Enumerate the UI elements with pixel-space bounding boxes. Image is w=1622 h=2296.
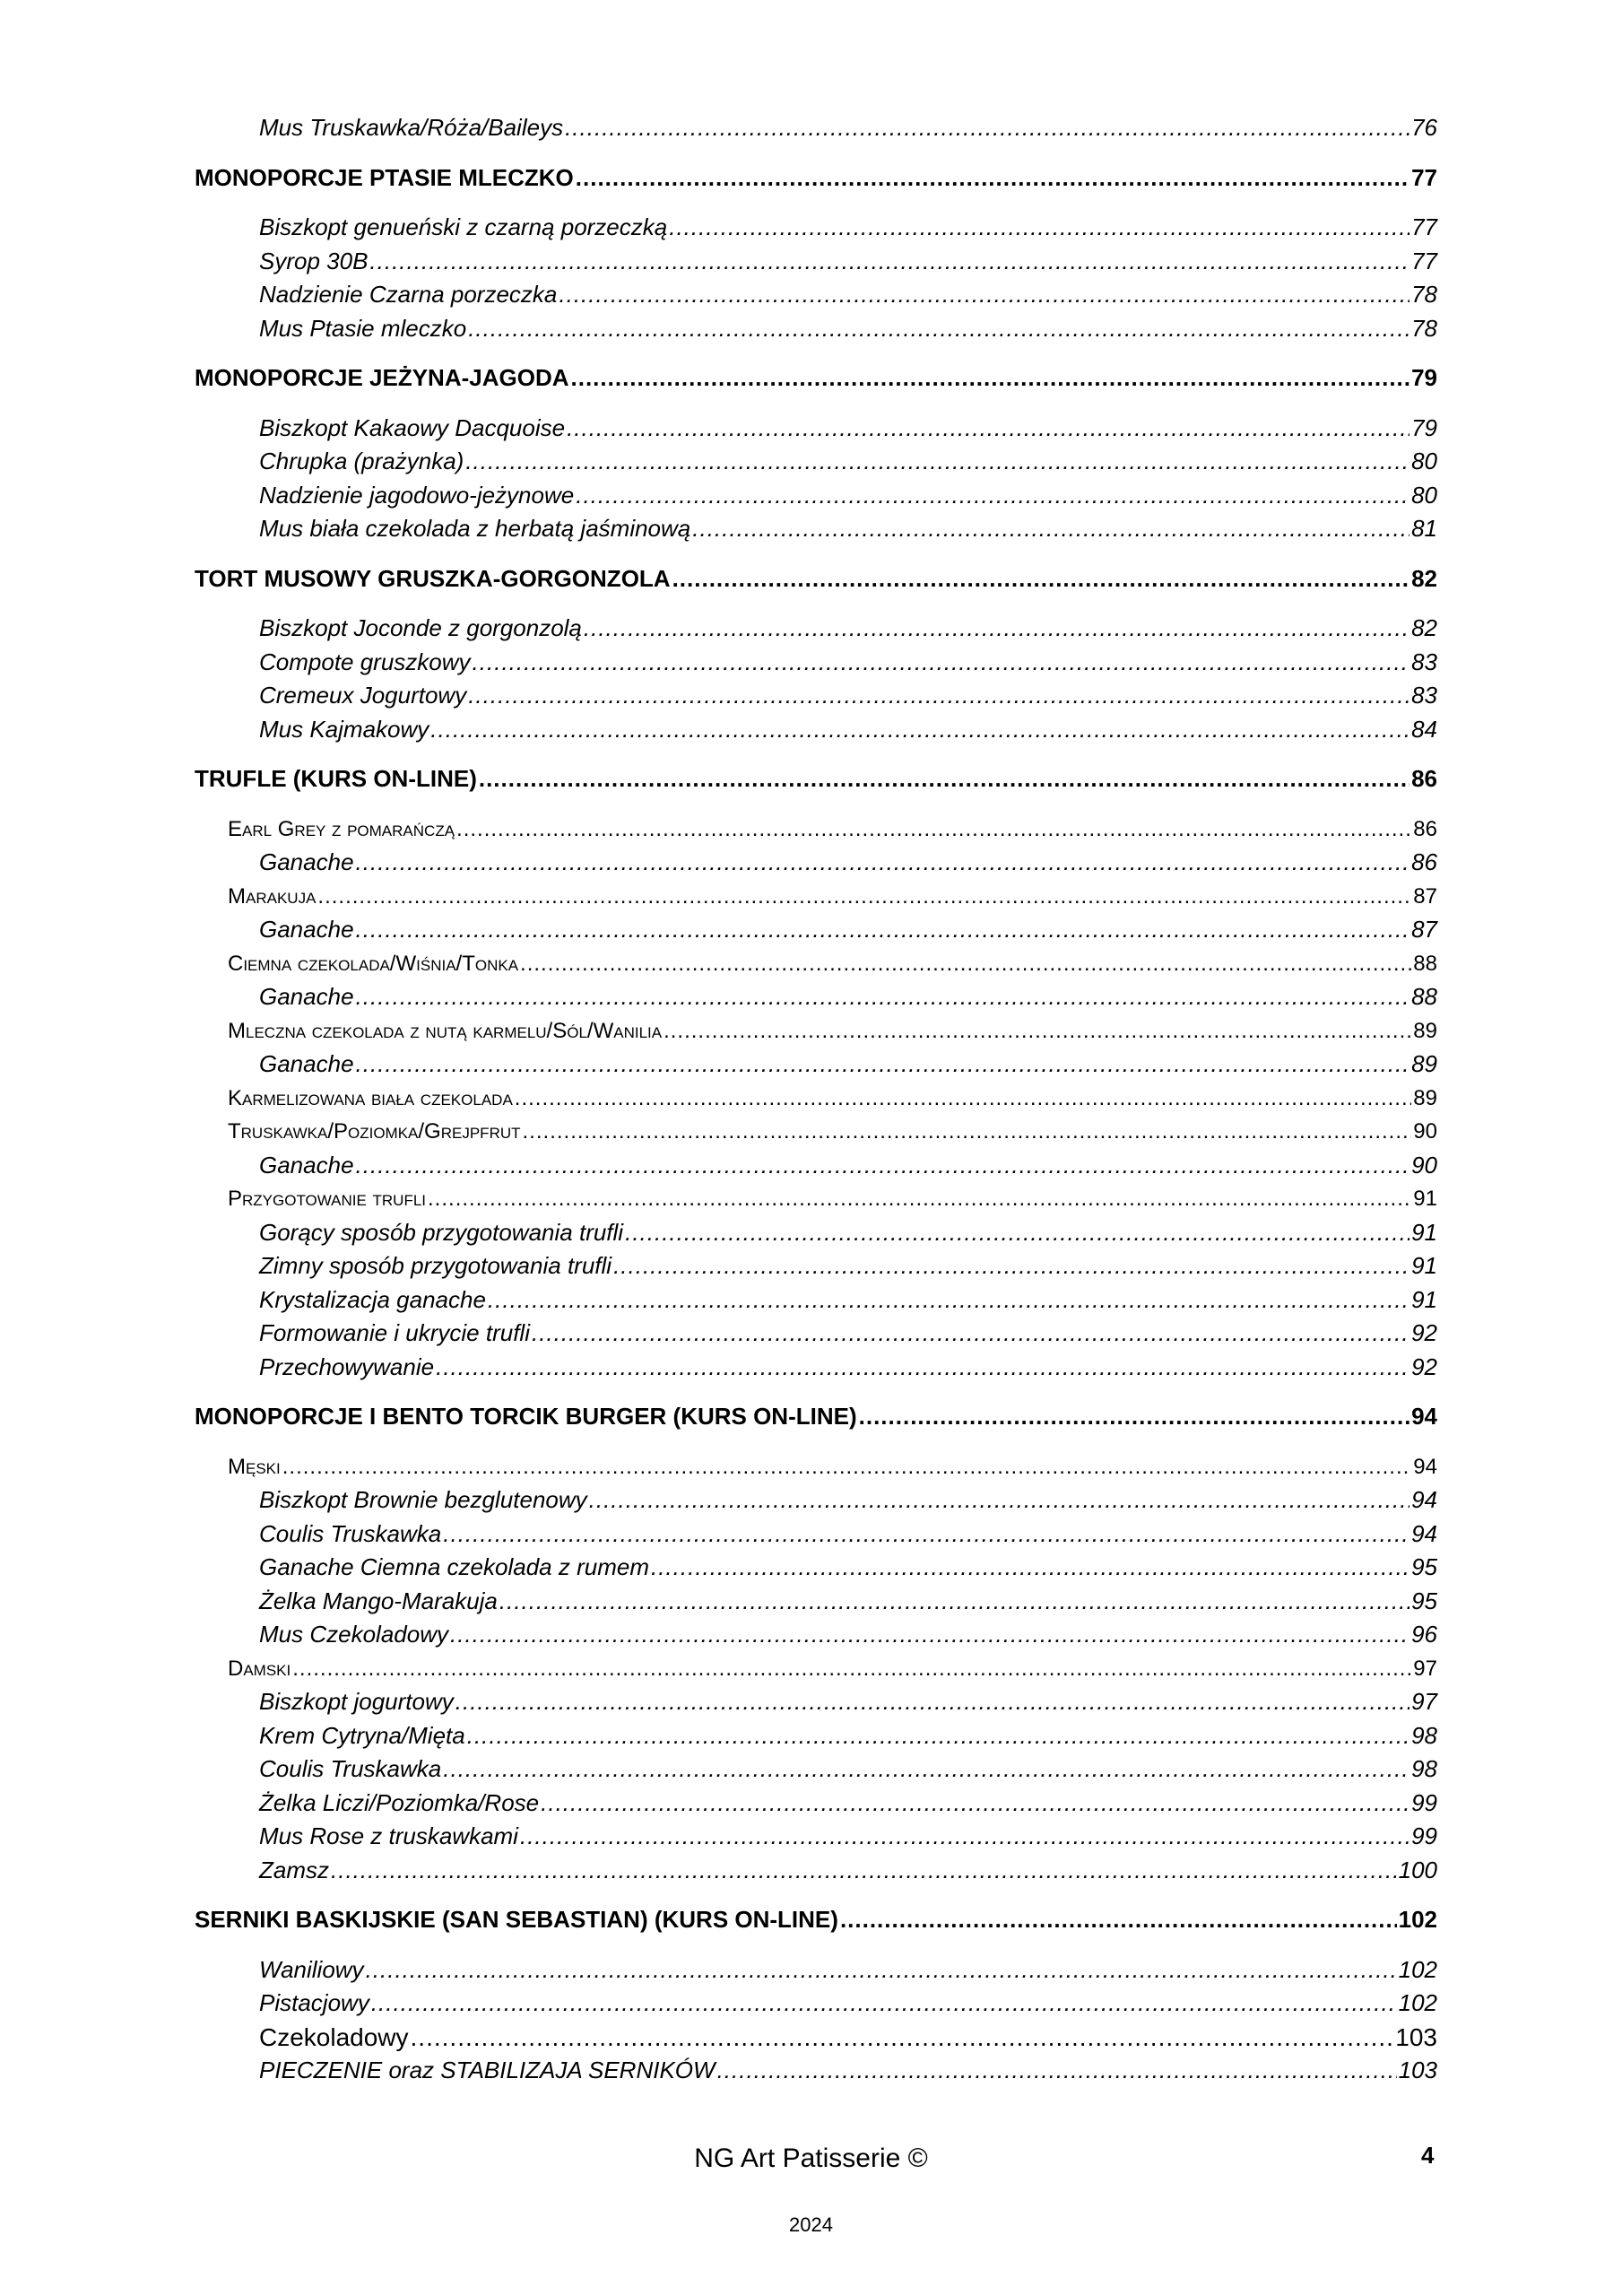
toc-entry-page: 91 (1411, 1252, 1437, 1279)
toc-entry[interactable] (195, 1987, 1437, 2021)
toc-entry[interactable] (195, 1450, 1437, 1484)
dot-leader (859, 1400, 1409, 1434)
toc-entry[interactable] (195, 1820, 1437, 1854)
dot-leader (532, 1317, 1409, 1351)
toc-entry[interactable] (195, 1953, 1437, 1987)
dot-leader (541, 1787, 1409, 1821)
dot-leader (515, 1082, 1412, 1116)
toc-entry-title: Zimny sposób przygotowania trufli (259, 1252, 612, 1279)
toc-entry[interactable] (195, 1149, 1437, 1183)
toc-entry-title: Ganache (259, 848, 354, 875)
toc-entry-title: PIECZENIE oraz STABILIZAJA SERNIKÓW (259, 2057, 716, 2083)
dot-leader (467, 1719, 1409, 1753)
toc-entry-title: TRUFLE (KURS ON-LINE) (195, 765, 477, 792)
toc-entry-page: 87 (1413, 883, 1437, 909)
toc-entry-title: Zamsz (259, 1856, 329, 1883)
toc-entry[interactable] (195, 2021, 1437, 2055)
toc-entry-title: Damski (228, 1656, 291, 1681)
toc-entry[interactable] (195, 1787, 1437, 1821)
toc-entry-page: 83 (1411, 648, 1437, 675)
dot-leader (369, 245, 1409, 279)
toc-entry[interactable] (195, 1216, 1437, 1250)
footer-title: NG Art Patisserie © (694, 2144, 928, 2173)
toc-entry-page: 76 (1411, 114, 1437, 141)
toc-entry-page: 100 (1398, 1856, 1437, 1883)
toc-entry-title: Mus Truskawka/Róża/Baileys (259, 114, 564, 141)
toc-entry-title: Compote gruszkowy (259, 648, 471, 675)
toc-entry[interactable] (195, 1685, 1437, 1719)
toc-entry[interactable] (195, 1115, 1437, 1149)
toc-chapter[interactable] (195, 562, 1437, 596)
dot-leader (282, 1450, 1412, 1484)
page-number: 4 (1421, 2142, 1435, 2169)
toc-entry-title: Ciemna czekolada/Wiśnia/Tonka (228, 951, 519, 976)
toc-entry-title: Marakuja (228, 883, 317, 909)
toc-entry-page: 103 (1395, 2022, 1437, 2051)
toc-entry-page: 77 (1411, 247, 1437, 274)
toc-entry-page: 90 (1413, 1119, 1437, 1144)
toc-entry-title: Formowanie i ukrycie trufli (259, 1319, 530, 1346)
toc-entry-page: 99 (1411, 1822, 1437, 1849)
toc-entry-page: 103 (1398, 2057, 1437, 2083)
toc-entry-title: Biszkopt Joconde z gorgonzolą (259, 614, 582, 641)
toc-entry-title: Biszkopt jogurtowy (259, 1688, 454, 1715)
toc-entry[interactable] (195, 278, 1437, 312)
toc-entry-page: 90 (1411, 1151, 1437, 1178)
toc-entry[interactable] (195, 1551, 1437, 1585)
toc-entry-title: TORT MUSOWY GRUSZKA-GORGONZOLA (195, 564, 671, 592)
toc-entry-page: 84 (1411, 715, 1437, 743)
toc-entry[interactable] (195, 1082, 1437, 1116)
toc-entry-title: Coulis Truskawka (259, 1755, 442, 1782)
dot-leader (669, 211, 1409, 245)
toc-entry-title: Biszkopt Kakaowy Dacquoise (259, 413, 566, 441)
toc-entry[interactable] (195, 880, 1437, 914)
toc-entry[interactable] (195, 211, 1437, 245)
toc-entry-title: Żelka Mango-Marakuja (259, 1587, 498, 1614)
toc-entry-title: Gorący sposób przygotowania trufli (259, 1218, 624, 1246)
toc-entry[interactable] (195, 713, 1437, 747)
toc-entry-page: 98 (1411, 1721, 1437, 1749)
dot-leader (430, 713, 1409, 747)
dot-leader (625, 1216, 1409, 1250)
toc-entry[interactable] (195, 2054, 1437, 2088)
dot-leader (717, 2054, 1397, 2088)
dot-leader (488, 1283, 1409, 1318)
dot-leader (428, 1182, 1411, 1216)
dot-leader (443, 1752, 1409, 1787)
dot-leader (456, 813, 1411, 847)
dot-leader (584, 612, 1409, 646)
toc-entry[interactable] (195, 980, 1437, 1014)
toc-chapter[interactable] (195, 762, 1437, 796)
dot-leader (292, 1652, 1411, 1686)
toc-entry-page: 102 (1398, 1906, 1437, 1933)
toc-chapter[interactable] (195, 161, 1437, 196)
toc-entry-title: Mus Ptasie mleczko (259, 314, 467, 342)
dot-leader (443, 1518, 1409, 1552)
dot-leader (473, 646, 1410, 680)
dot-leader (576, 161, 1409, 196)
toc-entry-page: 102 (1398, 1955, 1437, 1983)
toc-entry-title: Mus biała czekolada z herbatą jaśminową (259, 515, 691, 542)
dot-leader (840, 1903, 1397, 1937)
toc-entry-title: Krem Cytryna/Mięta (259, 1721, 465, 1749)
toc-entry-title: Mus Czekoladowy (259, 1621, 448, 1648)
toc-chapter[interactable] (195, 1903, 1437, 1937)
toc-entry[interactable] (195, 1351, 1437, 1385)
dot-leader (356, 1149, 1410, 1183)
dot-leader (356, 846, 1410, 880)
dot-leader (356, 913, 1410, 947)
toc-entry-page: 95 (1411, 1587, 1437, 1614)
dot-leader (450, 1618, 1409, 1652)
toc-entry-page: 89 (1411, 1050, 1437, 1077)
toc-chapter[interactable] (195, 361, 1437, 396)
dot-leader (576, 479, 1409, 513)
toc-entry-page: 79 (1411, 364, 1437, 391)
toc-entry[interactable] (195, 646, 1437, 680)
toc-entry[interactable] (195, 111, 1437, 145)
toc-entry[interactable] (195, 846, 1437, 880)
toc-entry-title: Earl Grey z pomarańczą (228, 816, 455, 841)
dot-leader (589, 1483, 1409, 1518)
toc-entry-title: Karmelizowana biała czekolada (228, 1085, 513, 1110)
toc-entry-page: 89 (1413, 1085, 1437, 1110)
toc-entry-title: Coulis Truskawka (259, 1519, 442, 1547)
toc-entry[interactable] (195, 479, 1437, 513)
toc-entry[interactable] (195, 1719, 1437, 1753)
toc-entry-title: Syrop 30B (259, 247, 369, 274)
toc-entry[interactable] (195, 245, 1437, 279)
toc-entry-page: 78 (1411, 281, 1437, 308)
dot-leader (479, 762, 1409, 796)
toc-entry-page: 80 (1411, 481, 1437, 509)
toc-entry-page: 91 (1411, 1285, 1437, 1313)
dot-leader (651, 1551, 1409, 1585)
toc-entry-page: 78 (1411, 314, 1437, 342)
dot-leader (317, 880, 1411, 914)
toc-entry-page: 88 (1413, 951, 1437, 976)
toc-entry-page: 77 (1411, 163, 1437, 191)
toc-entry-title: Nadzienie jagodowo-jeżynowe (259, 481, 575, 509)
toc-entry-page: 86 (1413, 816, 1437, 841)
toc-entry-page: 94 (1411, 1519, 1437, 1547)
toc-entry-page: 81 (1411, 515, 1437, 542)
toc-entry-title: Cremeux Jogurtowy (259, 682, 467, 709)
toc-entry[interactable] (195, 612, 1437, 646)
toc-entry-title: Truskawka/Poziomka/Grejpfrut (228, 1119, 521, 1144)
toc-entry-page: 92 (1411, 1319, 1437, 1346)
dot-leader (468, 312, 1409, 346)
dot-leader (559, 278, 1409, 312)
toc-entry-title: Męski (228, 1454, 281, 1479)
toc-entry[interactable] (195, 679, 1437, 713)
toc-entry-title: Mus Rose z truskawkami (259, 1822, 518, 1849)
toc-entry-title: Mleczna czekolada z nutą karmelu/Sól/Wanilia (228, 1018, 663, 1043)
toc-entry-title: Chrupka (prażynka) (259, 448, 464, 474)
toc-entry-page: 88 (1411, 983, 1437, 1010)
dot-leader (523, 1115, 1412, 1149)
toc-entry-title: Przechowywanie (259, 1352, 435, 1380)
toc-entry-page: 89 (1413, 1018, 1437, 1043)
toc-entry-title: MONOPORCJE JEŻYNA-JAGODA (195, 364, 569, 391)
toc-entry-page: 97 (1413, 1656, 1437, 1681)
toc-entry[interactable] (195, 1249, 1437, 1283)
toc-entry-title: Czekoladowy (259, 2022, 409, 2051)
toc-entry-page: 91 (1413, 1187, 1437, 1211)
toc-entry-page: 96 (1411, 1621, 1437, 1648)
toc-entry-page: 92 (1411, 1352, 1437, 1380)
toc-entry-page: 82 (1411, 614, 1437, 641)
toc-chapter[interactable] (195, 1400, 1437, 1434)
dot-leader (520, 1820, 1409, 1854)
toc-entry-page: 82 (1411, 564, 1437, 592)
toc-entry[interactable] (195, 813, 1437, 847)
toc-entry-title: MONOPORCJE PTASIE MLECZKO (195, 163, 574, 191)
toc-entry-page: 95 (1411, 1553, 1437, 1580)
toc-entry-title: Ganache (259, 1050, 354, 1077)
toc-entry[interactable] (195, 1014, 1437, 1048)
toc-entry[interactable] (195, 1518, 1437, 1552)
toc-entry-title: Biszkopt Brownie bezglutenowy (259, 1486, 587, 1513)
toc-entry[interactable] (195, 1585, 1437, 1619)
dot-leader (520, 947, 1411, 981)
toc-entry-page: 77 (1411, 213, 1437, 240)
toc-entry-title: Mus Kajmakowy (259, 715, 429, 743)
toc-entry-title: Ganache (259, 1151, 354, 1178)
toc-entry-page: 87 (1411, 916, 1437, 943)
toc-entry[interactable] (195, 1048, 1437, 1082)
toc-entry[interactable] (195, 1752, 1437, 1787)
toc-entry[interactable] (195, 1317, 1437, 1351)
toc-entry[interactable] (195, 1618, 1437, 1652)
dot-leader (411, 2021, 1394, 2055)
toc-entry[interactable] (195, 312, 1437, 346)
footer-year: 2024 (789, 2213, 833, 2236)
toc-entry-page: 102 (1398, 1989, 1437, 2016)
toc-entry-title: Ganache (259, 983, 354, 1010)
toc-entry[interactable] (195, 1182, 1437, 1216)
dot-leader (571, 361, 1410, 396)
dot-leader (331, 1854, 1397, 1888)
toc-entry-title: MONOPORCJE I BENTO TORCIK BURGER (KURS ON-LINE) (195, 1403, 857, 1430)
toc-entry-page: 94 (1413, 1454, 1437, 1479)
dot-leader (468, 679, 1409, 713)
dot-leader (436, 1351, 1409, 1385)
toc-entry-title: Przygotowanie trufli (228, 1187, 427, 1211)
dot-leader (356, 980, 1410, 1014)
toc-entry-title: SERNIKI BASKIJSKIE (SAN SEBASTIAN) (KURS ON-LINE) (195, 1906, 838, 1933)
toc-entry-page: 98 (1411, 1755, 1437, 1782)
toc-entry-title: Waniliowy (259, 1955, 364, 1983)
toc-entry-page: 94 (1411, 1403, 1437, 1430)
toc-entry-title: Nadzienie Czarna porzeczka (259, 281, 558, 308)
toc-entry[interactable] (195, 1854, 1437, 1888)
toc-entry-title: Pistacjowy (259, 1989, 369, 2016)
toc-entry[interactable] (195, 1283, 1437, 1318)
toc-entry[interactable] (195, 412, 1437, 446)
toc-entry-title: Ganache Ciemna czekolada z rumem (259, 1553, 649, 1580)
dot-leader (455, 1685, 1409, 1719)
toc-entry-title: Ganache (259, 916, 354, 943)
dot-leader (664, 1014, 1411, 1048)
toc-entry-page: 94 (1411, 1486, 1437, 1513)
dot-leader (692, 512, 1409, 546)
toc-entry-page: 91 (1411, 1218, 1437, 1246)
table-of-contents (195, 111, 1437, 2088)
dot-leader (371, 1987, 1397, 2021)
toc-entry[interactable] (195, 947, 1437, 981)
toc-entry[interactable] (195, 445, 1437, 479)
toc-entry[interactable] (195, 1483, 1437, 1518)
dot-leader (366, 1953, 1397, 1987)
dot-leader (613, 1249, 1409, 1283)
dot-leader (565, 111, 1409, 145)
toc-entry-page: 79 (1411, 413, 1437, 441)
toc-entry[interactable] (195, 512, 1437, 546)
toc-entry[interactable] (195, 1652, 1437, 1686)
toc-entry-page: 86 (1411, 848, 1437, 875)
toc-entry-title: Krystalizacja ganache (259, 1285, 486, 1313)
toc-entry[interactable] (195, 913, 1437, 947)
toc-entry-title: Biszkopt genueński z czarną porzeczką (259, 213, 668, 240)
dot-leader (567, 412, 1409, 446)
toc-entry-page: 83 (1411, 682, 1437, 709)
dot-leader (672, 562, 1410, 596)
toc-entry-page: 99 (1411, 1788, 1437, 1816)
toc-entry-page: 86 (1411, 765, 1437, 792)
toc-entry-title: Żelka Liczi/Poziomka/Rose (259, 1788, 540, 1816)
toc-entry-page: 97 (1411, 1688, 1437, 1715)
dot-leader (465, 445, 1409, 479)
dot-leader (499, 1585, 1409, 1619)
dot-leader (356, 1048, 1410, 1082)
toc-entry-page: 80 (1411, 448, 1437, 474)
